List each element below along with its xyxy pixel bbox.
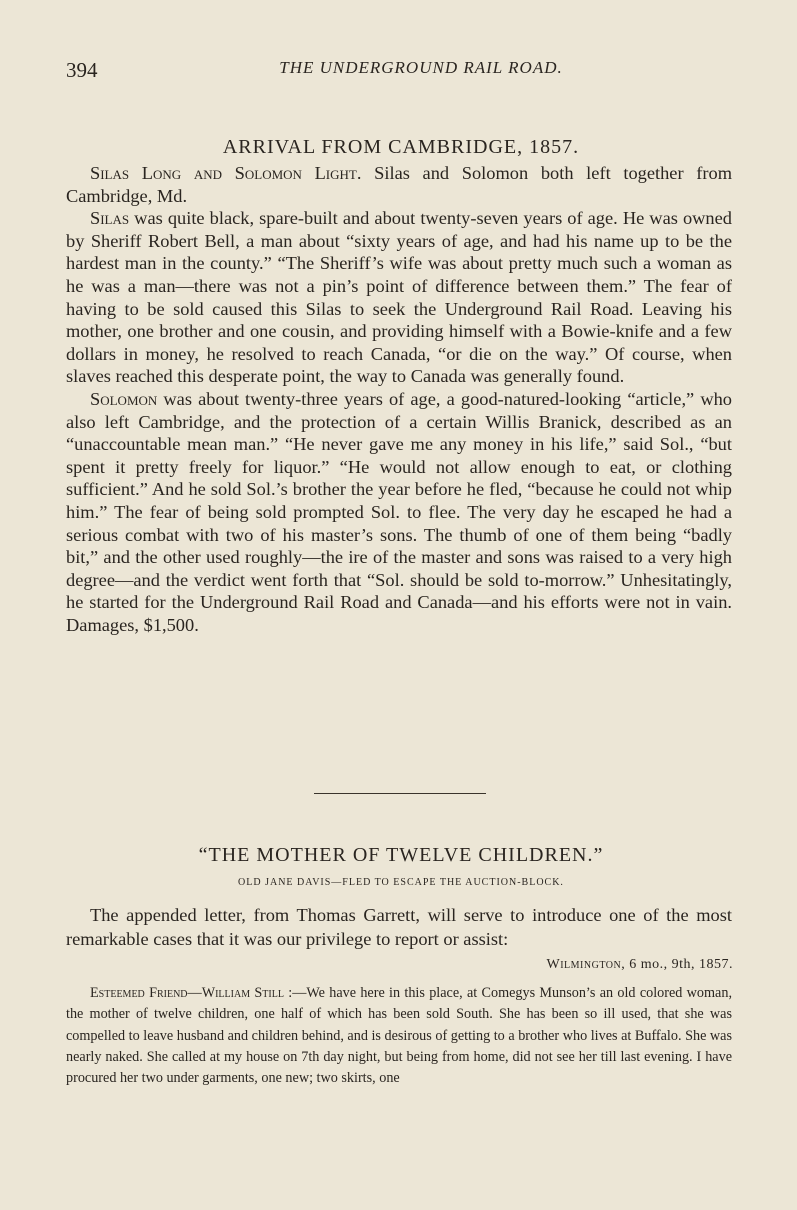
letter-body [66, 983, 732, 1089]
section-body-arrival [66, 162, 732, 636]
paragraph-silas [66, 207, 732, 388]
silas-lead: Silas [90, 208, 130, 229]
names-lead: Silas Long and Solomon Light. [90, 163, 362, 183]
section-title-mother: “THE MOTHER OF TWELVE CHILDREN.” [198, 844, 604, 866]
page-header [66, 58, 736, 88]
solomon-text: was about twenty-three years of age, a good-natured-looking “article,” who also left Cambridge, and the protection of a certain Willis Branick, described as an “unaccountable mean man.” “He never gave me any money in his life,” said Sol., “but spent it pretty freely for liquor.” “He would not allow enough to eat, or clothing sufficient.” And he sold Sol.’s brother the year before he fled, “because he could not whip him.” The fear of being sold prompted Sol. to flee. The very day he escaped he had a serious combat with two of his master’s sons. The thumb of one of them being “badly bit,” and the other used roughly—the ire of the master and sons was raised to a very high degree—and the verdict went forth that “Sol. should be sold to-morrow.” Unhesitatingly, he started for the Underground Rail Road and Canada—and his efforts were not in vain. Damages, $1,500. [66, 388, 732, 635]
section-subtitle-mother: OLD JANE DAVIS—FLED TO ESCAPE THE AUCTION-BLOCK. [238, 877, 564, 888]
page-number: 394 [66, 58, 98, 82]
letter-text: :—We have here in this place, at Comegys Munson’s an old colored woman, the mother of twelve children, one half of which has been sold South. She has been so ill used, that she was compelled to leave husband and children behind, and is desirous of getting to a brother who lives at Buffalo. She was nearly naked. She called at my house on 7th day night, but being from home, did not see her till last evening. I have procured her two under garments, one new; two skirts, one [66, 985, 732, 1087]
solomon-lead: Solomon [90, 388, 158, 409]
dateline-place: Wilmington [546, 957, 622, 972]
dateline-date: , 6 mo., 9th, 1857. [621, 957, 733, 972]
running-head: THE UNDERGROUND RAIL ROAD. [279, 58, 563, 77]
section-title-arrival: ARRIVAL FROM CAMBRIDGE, 1857. [222, 136, 580, 158]
letter-salutation: Esteemed Friend—William Still [90, 985, 284, 1001]
names-text: Silas and Solomon both left together from Cambridge, Md. [66, 163, 732, 206]
paragraph-solomon [66, 388, 732, 637]
paragraph-names [66, 162, 732, 207]
section-divider [314, 793, 486, 794]
letter-dateline [547, 957, 733, 973]
intro-paragraph: The appended letter, from Thomas Garrett, will serve to introduce one of the most remarkable cases that it was our privilege to report or assist: [66, 905, 732, 949]
silas-text: was quite black, spare-built and about twenty-seven years of age. He was owned by Sheriff Robert Bell, a man about “sixty years of age, and had his name up to be the hardest man in the county.” “The Sheriff’s wife was about pretty much such a woman as he was a man—there was not a pin’s point of difference between them.” The fear of having to be sold caused this Silas to seek the Underground Rail Road. Leaving his mother, one brother and one cousin, and providing himself with a Bowie-knife and a few dollars in money, he resolved to reach Canada, “or die on the way.” Of course, when slaves reached this desperate point, the way to Canada was generally found. [66, 208, 732, 387]
